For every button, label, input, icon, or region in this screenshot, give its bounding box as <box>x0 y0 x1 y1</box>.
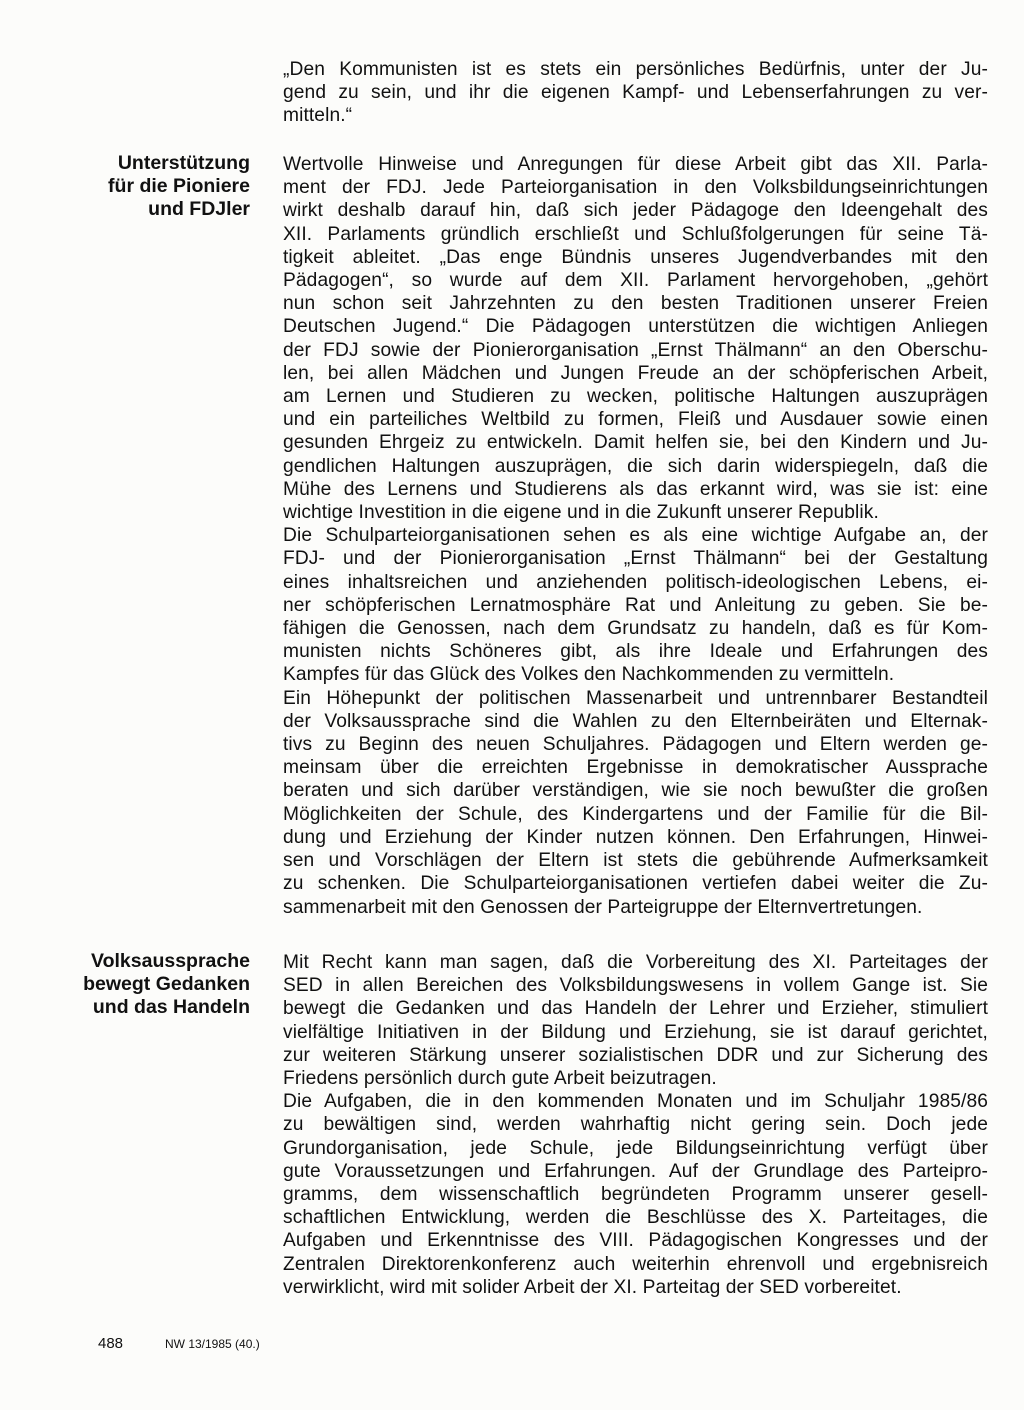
body-line: Die Aufgaben, die in den kommenden Monaten und im Schuljahr 1985/86 <box>283 1091 988 1113</box>
body-line: wichtige Investition in die eigene und in die Zukunft unserer Republik. <box>283 502 879 524</box>
body-line: FDJ- und der Pionierorganisation „Ernst Thälmann“ bei der Gestaltung <box>283 548 988 570</box>
quote-line: mitteln.“ <box>283 105 353 127</box>
body-line: Aufgaben und Erkenntnisse des VIII. Pädagogischen Kongresses und der <box>283 1230 988 1252</box>
body-line: tivs zu Beginn des neuen Schuljahres. Pädagogen und Eltern werden ge- <box>283 734 988 756</box>
body-line: wirkt deshalb darauf hin, daß sich jeder Pädagoge den Ideengehalt des <box>283 200 988 222</box>
section2-heading: Volksaussprache bewegt Gedanken und das Handeln <box>83 950 250 1018</box>
body-line: Zentralen Direktorenkonferenz auch weiterhin ehrenvoll und ergebnisreich <box>283 1253 988 1275</box>
body-line: fähigen die Genossen, nach dem Grundsatz zu handeln, daß es für Kom- <box>283 618 988 640</box>
body-line: zu bewältigen sind, werden wahrhaftig nicht gering sein. Doch jede <box>283 1114 988 1136</box>
body-line: vielfältige Initiativen in der Bildung und Erziehung, sie ist darauf gerichtet, <box>283 1021 988 1043</box>
body-line: Mühe des Lernens und Studierens als das erkannt wird, was sie ist: eine <box>283 478 988 500</box>
body-line: sen und Vorschlägen der Eltern ist stets die gebührende Aufmerksamkeit <box>283 850 988 872</box>
section1-body <box>283 153 988 919</box>
body-line: Deutschen Jugend.“ Die Pädagogen unterstützen die wichtigen Anliegen <box>283 316 988 338</box>
body-line: verwirklicht, wird mit solider Arbeit der XI. Parteitag der SED vorbereitet. <box>283 1276 902 1298</box>
body-line: len, bei allen Mädchen und Jungen Freude an der schöpferischen Arbeit, <box>283 362 988 384</box>
body-line: der Volksaussprache sind die Wahlen zu den Elternbeiräten und Elternak- <box>283 710 988 732</box>
body-line: Friedens persönlich durch gute Arbeit beizutragen. <box>283 1068 717 1090</box>
body-line: bewegt die Gedanken und das Handeln der Lehrer und Erzieher, stimuliert <box>283 998 988 1020</box>
body-line: zur weiteren Stärkung unserer sozialistischen DDR und zur Sicherung des <box>283 1044 988 1066</box>
body-line: Die Schulparteiorganisationen sehen es als eine wichtige Aufgabe an, der <box>283 525 988 547</box>
body-line: sammenarbeit mit den Genossen der Parteigruppe der Elternvertretungen. <box>283 896 923 918</box>
body-line: Grundorganisation, jede Schule, jede Bildungseinrichtung verfügt über <box>283 1137 988 1159</box>
body-line: Pädagogen“, so wurde auf dem XII. Parlament hervorgehoben, „gehört <box>283 270 988 292</box>
body-line: Ein Höhepunkt der politischen Massenarbeit und untrennbarer Bestandteil <box>283 687 988 709</box>
body-line: eines inhaltsreichen und anziehenden politisch-ideologischen Lebens, ei- <box>283 571 988 593</box>
body-line: gramms, dem wissenschaftlich begründeten Programm unserer gesell- <box>283 1184 988 1206</box>
body-line: ment der FDJ. Jede Parteiorganisation in den Volksbildungseinrichtungen <box>283 177 988 199</box>
section2-body <box>283 951 988 1299</box>
body-line: ner schöpferischen Lernatmosphäre Rat und Anleitung zu geben. Sie be- <box>283 594 988 616</box>
quote-line: „Den Kommunisten ist es stets ein persönliches Bedürfnis, unter der Ju- <box>283 59 988 80</box>
body-line: gesunden Ehrgeiz zu entwickeln. Damit helfen sie, bei den Kindern und Ju- <box>283 432 988 454</box>
body-line: beraten und sich darüber verständigen, wie sie noch bewußter die großen <box>283 780 988 802</box>
body-line: und ein parteiliches Weltbild zu formen, Fleiß und Ausdauer sowie einen <box>283 409 988 431</box>
body-line: schaftlichen Entwicklung, werden die Beschlüsse des X. Parteitages, die <box>283 1207 988 1229</box>
body-line: am Lernen und Studieren zu wecken, politische Haltungen auszuprägen <box>283 386 988 408</box>
source-citation: NW 13/1985 (40.) <box>165 1337 260 1351</box>
body-line: der FDJ sowie der Pionierorganisation „Ernst Thälmann“ an den Oberschu- <box>283 339 988 361</box>
body-line: Mit Recht kann man sagen, daß die Vorbereitung des XI. Parteitages der <box>283 952 988 973</box>
body-line: Wertvolle Hinweise und Anregungen für diese Arbeit gibt das XII. Parla- <box>283 154 988 175</box>
body-line: zu schenken. Die Schulparteiorganisationen vertiefen dabei weiter die Zu- <box>283 873 988 895</box>
body-line: dung und Erziehung der Kinder nutzen können. Den Erfahrungen, Hinwei- <box>283 826 988 848</box>
page-number: 488 <box>98 1335 124 1352</box>
section1-heading: Unterstützung für die Pioniere und FDJler <box>108 152 250 220</box>
body-line: meinsam über die erreichten Ergebnisse in demokratischer Aussprache <box>283 757 988 779</box>
body-line: tigkeit ableitet. „Das enge Bündnis unseres Jugendverbandes mit den <box>283 246 988 268</box>
body-line: SED in allen Bereichen des Volksbildungswesens in vollem Gange ist. Sie <box>283 975 988 997</box>
body-line: nun schon seit Jahrzehnten zu den besten Traditionen unserer Freien <box>283 293 988 315</box>
body-line: munisten nichts Schöneres gibt, als ihre Ideale und Erfahrungen des <box>283 641 988 663</box>
body-line: Kampfes für das Glück des Volkes den Nachkommenden zu vermitteln. <box>283 664 895 686</box>
body-line: gendlichen Haltungen auszuprägen, die sich darin widerspiegeln, daß die <box>283 455 988 477</box>
opening-quote <box>283 58 988 128</box>
body-line: XII. Parlaments gründlich erschließt und Schlußfolgerungen für seine Tä- <box>283 223 988 245</box>
body-line: Möglichkeiten der Schule, des Kindergartens und der Familie für die Bil- <box>283 803 988 825</box>
body-line: gute Voraussetzungen und Erfahrungen. Auf der Grundlage des Parteipro- <box>283 1160 988 1182</box>
quote-line: gend zu sein, und ihr die eigenen Kampf- und Lebenserfahrungen zu ver- <box>283 82 988 104</box>
